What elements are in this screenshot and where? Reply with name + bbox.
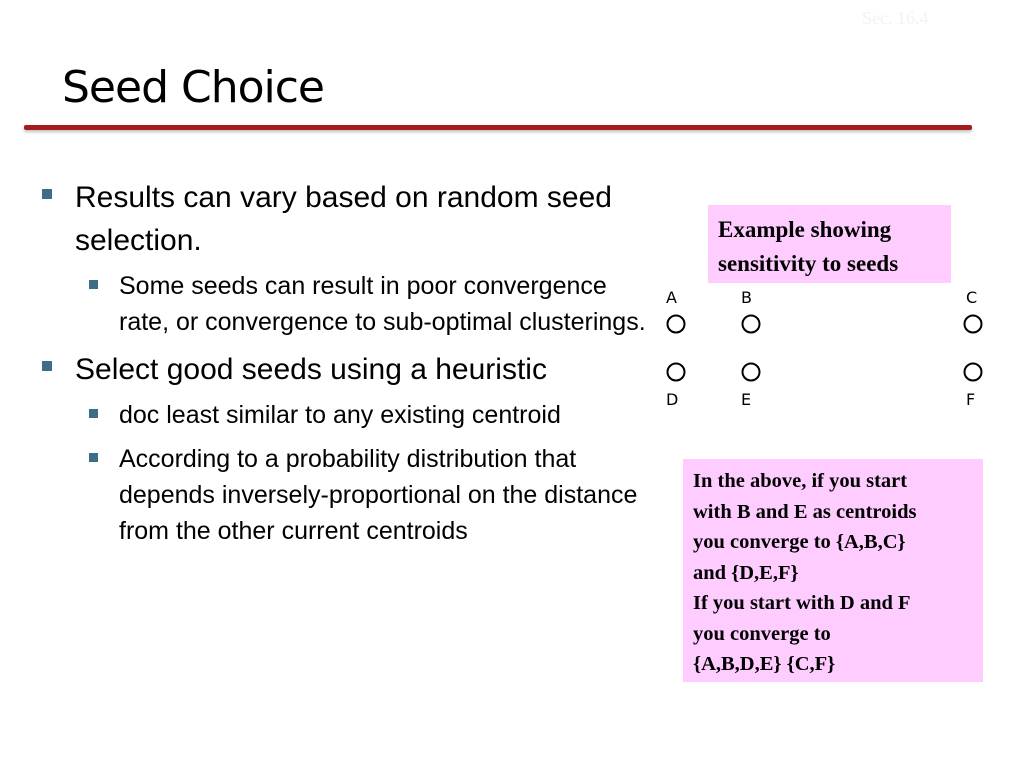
- callout-line: you converge to {A,B,C}: [693, 531, 906, 553]
- sub-bullet-item: [38, 268, 658, 340]
- point-label-d: D: [666, 390, 679, 408]
- callout-line: you converge to: [693, 622, 831, 645]
- point-label-c: C: [966, 288, 978, 307]
- seed-points-diagram: [664, 288, 984, 408]
- point-c-circle: [965, 316, 982, 333]
- callout-line: and {D,E,F}: [693, 561, 799, 584]
- point-e-circle: [743, 364, 760, 381]
- sub-bullet-item: [38, 397, 658, 433]
- bullet-list: [38, 176, 658, 557]
- sub-bullet-text: According to a probability distribution that depends inversely-proportional on the distance from the other current centroids: [119, 445, 638, 545]
- bullet-item: [38, 348, 658, 391]
- sub-bullet-text: Some seeds can result in poor convergence rate, or convergence to sub-optimal clusterings.: [119, 272, 646, 336]
- title-divider: [24, 125, 972, 130]
- bullet-text: Results can vary based on random seed selection.: [75, 181, 612, 257]
- convergence-callout: [683, 459, 983, 682]
- point-label-a: A: [666, 288, 677, 307]
- example-callout: Example showing sensitivity to seeds: [708, 205, 951, 283]
- point-b-circle: [743, 316, 760, 333]
- callout-line: If you start with D and F: [693, 592, 911, 614]
- bullet-item: [38, 176, 658, 262]
- square-bullet-icon: [89, 453, 98, 462]
- point-a-circle: [668, 316, 685, 333]
- sub-bullet-item: [38, 441, 658, 549]
- section-reference: Sec. 16.4: [862, 8, 929, 28]
- callout-line: {A,B,D,E} {C,F}: [693, 653, 836, 675]
- slide-title: Seed Choice: [62, 62, 325, 113]
- square-bullet-icon: [89, 280, 98, 289]
- square-bullet-icon: [42, 189, 52, 199]
- point-label-f: F: [966, 390, 976, 408]
- point-d-circle: [668, 364, 685, 381]
- point-label-b: B: [741, 288, 752, 307]
- callout-line: with B and E as centroids: [693, 500, 917, 523]
- bullet-text: Select good seeds using a heuristic: [75, 353, 547, 386]
- point-f-circle: [965, 364, 982, 381]
- square-bullet-icon: [89, 409, 98, 418]
- square-bullet-icon: [42, 361, 52, 371]
- callout-line: In the above, if you start: [693, 470, 908, 492]
- sub-bullet-text: doc least similar to any existing centroid: [119, 401, 561, 429]
- point-label-e: E: [741, 390, 752, 408]
